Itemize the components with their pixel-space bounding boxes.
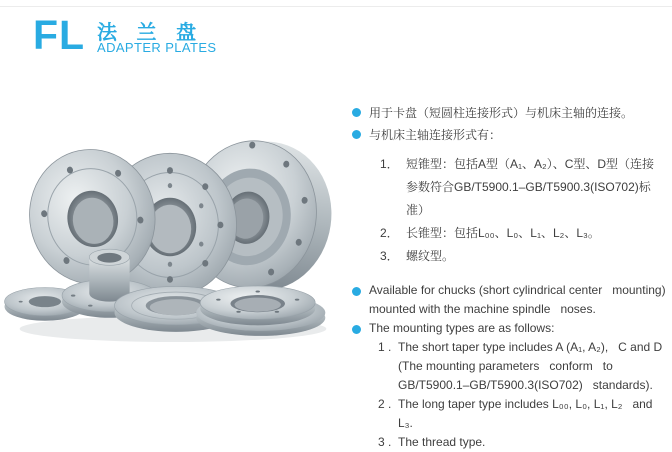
en-bullet-2-text: The mounting types are as follows: [369, 321, 555, 335]
bullet-icon [352, 287, 361, 296]
list-item-text: The long taper type includes L₀₀, L₀, L₁, L₂ and L₃. [398, 397, 656, 430]
list-item-number: 3 . [378, 435, 392, 449]
list-item-number: 3． [380, 249, 399, 263]
list-item [352, 222, 668, 245]
en-bullet-2 [352, 319, 668, 338]
en-bullet-1 [352, 281, 668, 300]
english-section [352, 281, 668, 452]
list-item-number: 2． [380, 226, 399, 240]
spec-column [352, 102, 668, 452]
list-item-text: GB/T5900.1–GB/T5900.3(ISO702) standards). [398, 378, 653, 392]
list-item-text: The short taper type includes A (A₁, A₂), C and D [398, 340, 663, 354]
cn-bullet-2 [352, 124, 668, 146]
page-title: 法 兰 盘 [97, 22, 204, 44]
list-item [352, 433, 668, 452]
list-item-text: 参数符合GB/T5900.1–GB/T5900.3(ISO702)标准） [406, 180, 651, 217]
list-item-text: 短锥型：包括A型（A₁、A₂）、C型、D型（连接 [406, 157, 655, 171]
cn-bullet-1-text: 用于卡盘（短圆柱连接形式）与机床主轴的连接。 [369, 106, 634, 120]
bullet-icon [352, 130, 361, 139]
cn-bullet-2-text: 与机床主轴连接形式有： [369, 128, 502, 142]
chinese-section [352, 102, 668, 268]
bullet-icon [352, 325, 361, 334]
list-item-number: 1 . [378, 340, 392, 354]
list-item-number: 2 . [378, 397, 392, 411]
stacked-rings-front-right [196, 286, 325, 336]
en-bullet-1-continuation: mounted with the machine spindle noses. [369, 302, 596, 316]
page-subtitle: ADAPTER PLATES [97, 40, 217, 55]
en-bullet-1-text: Available for chucks (short cylindrical center mounting) [369, 283, 666, 297]
list-item-text: The thread type. [398, 435, 486, 449]
bullet-icon [352, 108, 361, 117]
en-type-list [352, 338, 668, 452]
cn-bullet-1 [352, 102, 668, 124]
cn-type-list [352, 153, 668, 268]
list-item-text: (The mounting parameters conform to [398, 359, 613, 373]
list-item [352, 153, 668, 222]
list-item-text: 长锥型：包括L₀₀、L₀、L₁、L₂、L₃。 [406, 226, 600, 240]
list-item [352, 245, 668, 268]
list-item-text: 螺纹型。 [406, 249, 455, 263]
list-item [352, 395, 668, 433]
product-code: FL [33, 12, 86, 58]
product-photo [6, 114, 340, 346]
list-item [352, 338, 668, 395]
list-item-number: 1． [380, 157, 399, 171]
top-divider [0, 6, 672, 7]
